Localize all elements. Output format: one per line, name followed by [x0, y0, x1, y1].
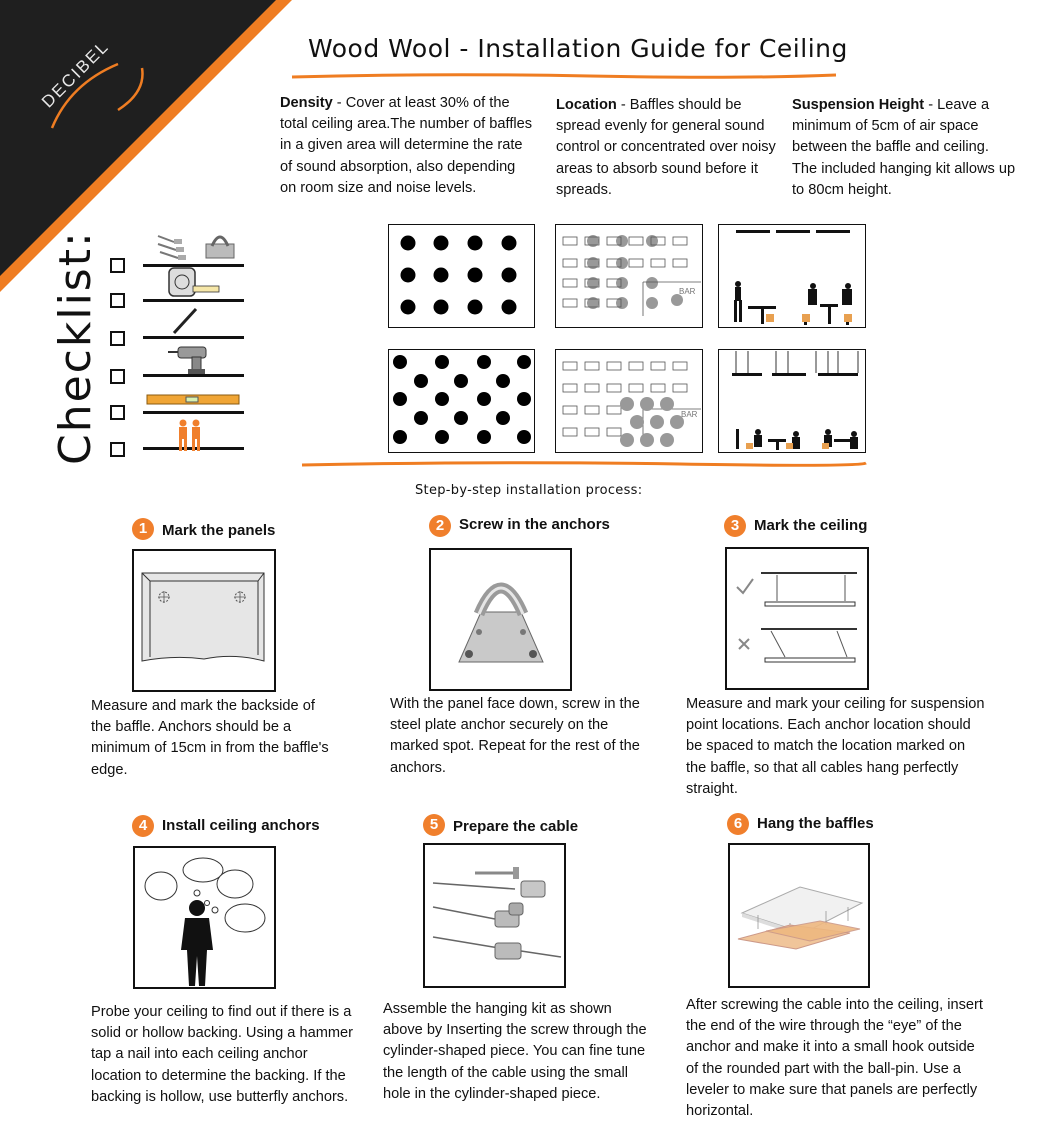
screws-and-anchor-icon	[150, 228, 245, 262]
intro-location: Location - Baffles should be spread evenly for general sound control or concentrated over noisy areas to absorb sound before it spreads.	[556, 97, 776, 198]
step-3-number: 3	[724, 515, 746, 537]
tape-measure-icon	[165, 266, 225, 300]
step-6-number: 6	[727, 813, 749, 835]
step-2-title: Screw in the anchors	[459, 516, 610, 533]
step-4-image	[133, 846, 276, 989]
checklist-line	[143, 336, 244, 339]
suspension-high-diagram	[718, 349, 866, 453]
intro-suspension: Suspension Height - Leave a minimum of 5cm of air space between the baffle and ceiling. The included hanging kit allows up to 80cm height.	[792, 97, 1016, 198]
location-concentrated-diagram	[555, 349, 703, 453]
section-divider	[300, 458, 870, 470]
two-people-icon	[176, 418, 204, 452]
checklist-checkbox[interactable]	[110, 293, 125, 308]
steps-heading: Step-by-step installation process:	[415, 483, 643, 498]
step-6-title: Hang the baffles	[757, 815, 874, 832]
step-4-description: Probe your ceiling to find out if there is a solid or hollow backing. Using a hammer tap a nail into each ceiling anchor location to determine the backing. If the backing is hollow, use butterfly anchors.	[91, 1004, 353, 1105]
step-2-image	[429, 548, 572, 691]
checklist-checkbox[interactable]	[110, 258, 125, 273]
step-6-image	[728, 843, 870, 988]
step-1-description: Measure and mark the backside of the baffle. Anchors should be a minimum of 15cm in from the baffle's edge.	[91, 698, 329, 778]
step-4-title: Install ceiling anchors	[162, 817, 320, 834]
drill-icon	[168, 341, 213, 375]
density-staggered-diagram	[388, 349, 535, 453]
bar-label: BAR	[679, 287, 696, 296]
checklist-checkbox[interactable]	[110, 331, 125, 346]
step-1-number: 1	[132, 518, 154, 540]
step-3-description: Measure and mark your ceiling for suspension point locations. Each anchor location should be spaced to match the location marked on the baffle, so that all cables hang perfectly straight.	[686, 696, 985, 797]
step-5-number: 5	[423, 814, 445, 836]
step-5-title: Prepare the cable	[453, 818, 579, 835]
spirit-level-icon	[146, 393, 240, 407]
intro-density: Density - Cover at least 30% of the total ceiling area.The number of baffles in a given area will determine the rate of sound absorption, also depending on room size and noise levels.	[280, 95, 533, 196]
step-1-image	[132, 549, 276, 692]
checklist-line	[143, 411, 244, 414]
step-2-description: With the panel face down, screw in the steel plate anchor securely on the marked spot. Repeat for the rest of the anchors.	[390, 696, 640, 776]
step-1-title: Mark the panels	[162, 522, 276, 539]
bar-label: BAR	[681, 410, 698, 419]
step-3-title: Mark the ceiling	[754, 517, 868, 534]
step-6-description: After screwing the cable into the ceiling, insert the end of the wire through the “eye” of the anchor and make it into a small hook outside of the rounded part with the ball-pin. Use a leveler to make sure that panels are perfectly horizontal.	[686, 997, 983, 1120]
step-4-number: 4	[132, 815, 154, 837]
page-title: Wood Wool - Installation Guide for Ceiling	[308, 34, 848, 63]
suspension-low-diagram	[718, 224, 866, 328]
location-even-diagram	[555, 224, 703, 328]
brand-logo: DECIBEL	[38, 36, 113, 112]
checklist-checkbox[interactable]	[110, 405, 125, 420]
step-5-image	[423, 843, 566, 988]
step-5-description: Assemble the hanging kit as shown above by Inserting the screw through the cylinder-shaped piece. You can fine tune the length of the cable using the small hole in the cylinder-shaped piece.	[383, 1001, 647, 1102]
checklist-checkbox[interactable]	[110, 442, 125, 457]
step-2-number: 2	[429, 515, 451, 537]
step-3-image	[725, 547, 869, 690]
density-grid-diagram	[388, 224, 535, 328]
checklist-label: Checklist:	[50, 230, 101, 465]
checklist-checkbox[interactable]	[110, 369, 125, 384]
pencil-icon	[170, 305, 200, 335]
title-underline	[290, 70, 840, 82]
